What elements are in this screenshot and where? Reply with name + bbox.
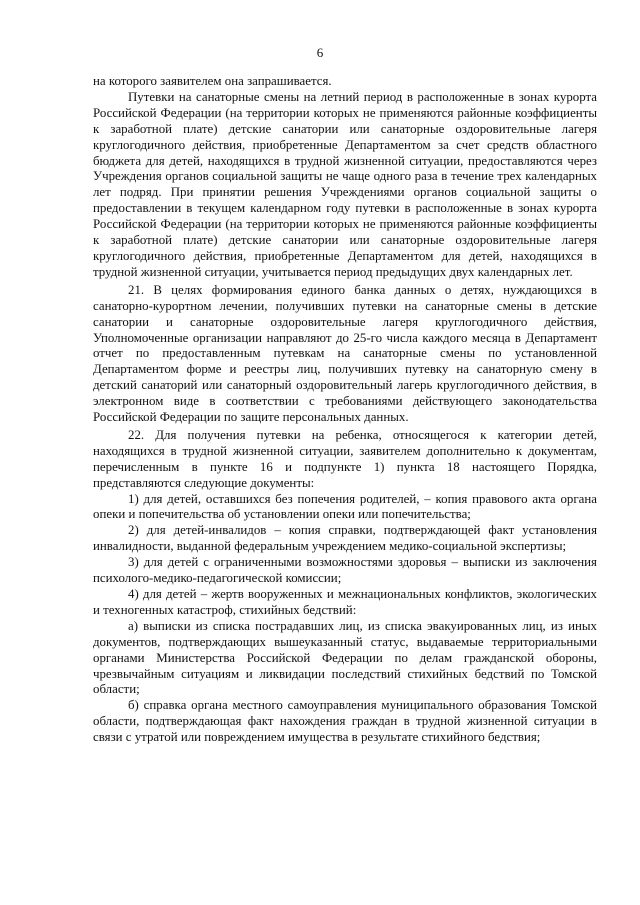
paragraph-item-21: 21. В целях формирования единого банка данных о детях, нуждающихся в санаторно-курортном лечении, получивших путевки на санаторные смены в детские санатории и санаторные оздоровительные лагеря круглогодичного действия, Уполномоченные организации направляют до 25-го числа каждого месяца в Департамент отчет по предоставленным путевкам на санаторные смены по установленной Департаментом форме и реестры лиц, получивших путевку на санаторную смену в детский санаторий или санаторный оздоровительный лагерь круглогодичного действия, в электронном виде в соответствии с требованиями действующего законодательства Российской Федерации по защите персональных данных. bbox=[93, 282, 597, 425]
paragraph-subitem-4a: а) выписки из списка пострадавших лиц, из списка эвакуированных лиц, из иных документов, подтверждающих вышеуказанный статус, выдаваемые территориальными органами Министерства Российской Федерации по делам гражданской обороны, чрезвычайным ситуациям и ликвидации последствий стихийных бедствий по Томской области; bbox=[93, 618, 597, 697]
paragraph-item-22: 22. Для получения путевки на ребенка, относящегося к категории детей, находящихся в трудной жизненной ситуации, заявителем дополнительно к документам, перечисленным в пункте 16 и подпункте 1) пункта 18 настоящего Порядка, представляются следующие документы: bbox=[93, 427, 597, 490]
document-body bbox=[93, 74, 597, 746]
paragraph-subitem-1: 1) для детей, оставшихся без попечения родителей, – копия правового акта органа опеки и попечительства об установлении опеки или попечительства; bbox=[93, 491, 597, 522]
paragraph-subitem-2: 2) для детей-инвалидов – копия справки, подтверждающей факт установления инвалидности, выданной федеральным учреждением медико-социальной экспертизы; bbox=[93, 523, 597, 554]
paragraph-subitem-4b: б) справка органа местного самоуправления муниципального образования Томской области, подтверждающая факт нахождения граждан в трудной жизненной ситуации в связи с утратой или повреждением имущества в результате стихийного бедствия; bbox=[93, 698, 597, 745]
paragraph-vouchers-summer: Путевки на санаторные смены на летний период в расположенные в зонах курорта Российской Федерации (на территории которых не применяются районные коэффициенты к заработной плате) детские санатории или санаторные оздоровительные лагеря круглогодичного действия, приобретенные Департаментом за счет средств областного бюджета для детей, находящихся в трудной жизненной ситуации, предоставляются через Учреждения органов социальной защиты не чаще одного раза в течение трех календарных лет подряд. При принятии решения Учреждениями органов социальной защиты о предоставлении в текущем календарном году путевки в расположенные в зонах курорта Российской Федерации (на территории которых не применяются районные коэффициенты к заработной плате) детские санатории или санаторные оздоровительные лагеря круглогодичного действия, приобретенные Департаментом для детей, находящихся в трудной жизненной ситуации, учитывается период предыдущих двух календарных лет. bbox=[93, 89, 597, 279]
page-number: 6 bbox=[316, 45, 324, 60]
paragraph-subitem-4: 4) для детей – жертв вооруженных и межнациональных конфликтов, экологических и техногенных катастроф, стихийных бедствий: bbox=[93, 587, 597, 617]
paragraph-subitem-3: 3) для детей с ограниченными возможностями здоровья – выписки из заключения психолого-медико-педагогической комиссии; bbox=[93, 555, 597, 586]
paragraph-continuation: на которого заявителем она запрашивается. bbox=[93, 74, 332, 88]
